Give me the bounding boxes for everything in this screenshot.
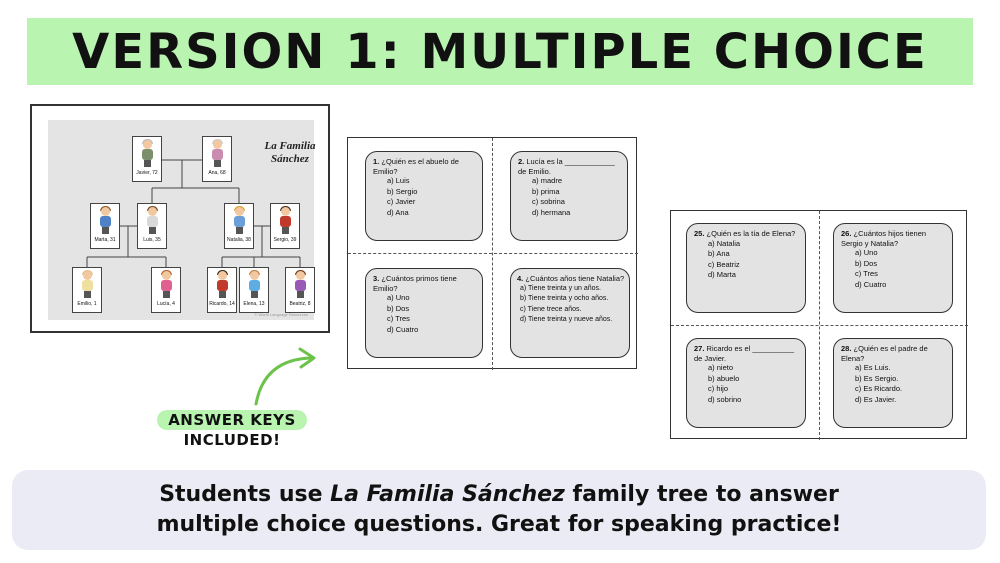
question-prompt: ¿Quién es el padre de Elena? bbox=[841, 344, 928, 363]
question-card bbox=[833, 338, 953, 428]
answer-option: c) hijo bbox=[708, 384, 729, 393]
person-javier bbox=[132, 136, 162, 182]
person-figure bbox=[158, 271, 174, 299]
banner-title: VERSION 1: MULTIPLE CHOICE bbox=[72, 23, 928, 80]
person-label: Ana, 68 bbox=[208, 170, 226, 176]
tree-watermark: © World Language Resources bbox=[254, 312, 308, 317]
question-prompt: Lucía es la ____________ de Emilio. bbox=[518, 157, 615, 176]
question-card bbox=[365, 268, 483, 358]
person-label: Elena, 13 bbox=[243, 301, 265, 307]
person-label: Marta, 31 bbox=[94, 237, 116, 243]
person-figure bbox=[214, 271, 230, 299]
question-text bbox=[694, 344, 798, 363]
answer-option: b) Dos bbox=[387, 303, 410, 313]
question-number: 3. bbox=[373, 274, 380, 283]
question-card bbox=[686, 338, 806, 428]
answer-option: b) prima bbox=[532, 186, 560, 196]
person-label: Natalia, 38 bbox=[227, 237, 251, 243]
answer-option: a) madre bbox=[532, 176, 563, 185]
description-title-italic: La Familia Sánchez bbox=[330, 482, 565, 507]
cut-line-vertical bbox=[492, 138, 493, 370]
answer-option: c) Es Ricardo. bbox=[855, 384, 903, 393]
question-prompt: ¿Cuántos primos tiene Emilio? bbox=[373, 274, 457, 293]
question-prompt: ¿Cuántos años tiene Natalia? bbox=[525, 274, 625, 283]
answer-option: c) Javier bbox=[387, 197, 416, 206]
person-figure bbox=[144, 207, 160, 235]
question-card bbox=[833, 223, 953, 313]
person-figure bbox=[79, 271, 95, 299]
answer-option: a) Natalia bbox=[708, 238, 741, 248]
person-marta bbox=[90, 203, 120, 249]
person-label: Sergio, 39 bbox=[273, 237, 297, 243]
answer-options bbox=[520, 284, 625, 326]
person-figure bbox=[231, 207, 247, 235]
person-elena bbox=[239, 267, 269, 313]
answer-option: a) Tiene treinta y un años. bbox=[520, 284, 601, 292]
answer-options bbox=[855, 248, 945, 290]
answer-options bbox=[708, 363, 798, 405]
question-number: 1. bbox=[373, 157, 380, 166]
question-number: 26. bbox=[841, 229, 852, 238]
question-prompt: ¿Quién es el abuelo de Emilio? bbox=[373, 157, 459, 176]
answer-option: b) Sergio bbox=[387, 186, 418, 196]
question-text bbox=[373, 157, 475, 176]
answer-option: a) Uno bbox=[855, 248, 878, 257]
answer-option: d) Cuatro bbox=[387, 324, 419, 334]
person-label: Javier, 72 bbox=[136, 170, 158, 176]
question-number: 2. bbox=[518, 157, 525, 166]
answer-option: a) Es Luis. bbox=[855, 363, 891, 372]
description-box bbox=[12, 470, 986, 550]
person-sergio bbox=[270, 203, 300, 249]
answer-options bbox=[387, 293, 475, 335]
answer-option: d) hermana bbox=[532, 207, 571, 217]
answer-option: d) Marta bbox=[708, 270, 736, 279]
question-text bbox=[517, 274, 625, 284]
task-card-sheet-2 bbox=[670, 210, 967, 439]
answer-option: d) Es Javier. bbox=[855, 394, 897, 404]
person-emilio bbox=[72, 267, 102, 313]
person-lucia bbox=[151, 267, 181, 313]
answer-option: b) Es Sergio. bbox=[855, 373, 899, 383]
answer-option: a) Luis bbox=[387, 176, 410, 185]
tree-title-line1: La Familia bbox=[264, 140, 316, 152]
person-figure bbox=[97, 207, 113, 235]
question-text bbox=[518, 157, 620, 176]
family-tree-background bbox=[48, 120, 314, 320]
answer-option: d) Ana bbox=[387, 207, 409, 217]
cut-line-horizontal bbox=[671, 325, 968, 326]
question-text bbox=[841, 344, 945, 363]
person-figure bbox=[209, 140, 225, 168]
cut-line-horizontal bbox=[348, 253, 638, 254]
answer-option: a) nieto bbox=[708, 363, 734, 372]
answer-options bbox=[855, 363, 945, 405]
tree-title-line2: Sánchez bbox=[271, 153, 309, 165]
answer-option: b) Dos bbox=[855, 258, 878, 268]
answer-option: c) Tres bbox=[855, 269, 878, 278]
answer-keys-badge bbox=[157, 410, 307, 430]
question-number: 28. bbox=[841, 344, 852, 353]
person-natalia bbox=[224, 203, 254, 249]
answer-keys-included-label: INCLUDED! bbox=[183, 431, 281, 449]
question-prompt: ¿Cuántos hijos tienen Sergio y Natalia? bbox=[841, 229, 927, 248]
question-text bbox=[373, 274, 475, 293]
answer-options bbox=[387, 176, 475, 218]
question-prompt: Ricardo es el __________ de Javier. bbox=[694, 344, 795, 363]
title-banner bbox=[27, 18, 973, 85]
answer-option: b) abuelo bbox=[708, 373, 740, 383]
family-tree-image bbox=[30, 104, 330, 333]
answer-option: c) sobrina bbox=[532, 197, 565, 206]
person-label: Lucía, 4 bbox=[157, 301, 175, 307]
question-number: 4. bbox=[517, 274, 524, 283]
person-luis bbox=[137, 203, 167, 249]
question-text bbox=[694, 229, 798, 239]
question-number: 27. bbox=[694, 344, 705, 353]
answer-keys-label: ANSWER KEYS bbox=[168, 411, 296, 429]
person-figure bbox=[246, 271, 262, 299]
question-card bbox=[510, 151, 628, 241]
question-card bbox=[686, 223, 806, 313]
person-figure bbox=[139, 140, 155, 168]
answer-options bbox=[532, 176, 620, 218]
task-card-sheet-1 bbox=[347, 137, 637, 369]
person-label: Emilio, 1 bbox=[77, 301, 97, 307]
question-card bbox=[510, 268, 630, 358]
person-beatriz bbox=[285, 267, 315, 313]
answer-option: b) Ana bbox=[708, 249, 730, 258]
description-line-2: multiple choice questions. Great for speaking practice! bbox=[156, 512, 842, 537]
person-ana bbox=[202, 136, 232, 182]
answer-option: b) Tiene treinta y ocho años. bbox=[520, 295, 609, 302]
answer-option: d) sobrino bbox=[708, 394, 742, 404]
curved-arrow-icon bbox=[236, 346, 326, 412]
person-label: Ricardo, 14 bbox=[209, 301, 235, 307]
answer-option: d) Tiene treinta y nueve años. bbox=[520, 316, 613, 323]
description-text: Students use bbox=[159, 482, 331, 507]
question-text bbox=[841, 229, 945, 248]
person-ricardo bbox=[207, 267, 237, 313]
person-label: Beatriz, 8 bbox=[289, 301, 311, 307]
person-label: Luis, 35 bbox=[143, 237, 161, 243]
answer-options bbox=[708, 239, 798, 281]
person-figure bbox=[292, 271, 308, 299]
answer-option: c) Tiene trece años. bbox=[520, 305, 582, 313]
tree-title bbox=[260, 140, 320, 166]
answer-option: c) Tres bbox=[387, 314, 410, 323]
person-figure bbox=[277, 207, 293, 235]
description-text: family tree to answer bbox=[564, 482, 839, 507]
question-prompt: ¿Quién es la tía de Elena? bbox=[706, 229, 796, 238]
answer-option: d) Cuatro bbox=[855, 279, 887, 289]
question-number: 25. bbox=[694, 229, 705, 238]
answer-option: a) Uno bbox=[387, 293, 410, 302]
answer-option: c) Beatriz bbox=[708, 259, 740, 269]
question-card bbox=[365, 151, 483, 241]
description-line-1 bbox=[159, 480, 839, 510]
